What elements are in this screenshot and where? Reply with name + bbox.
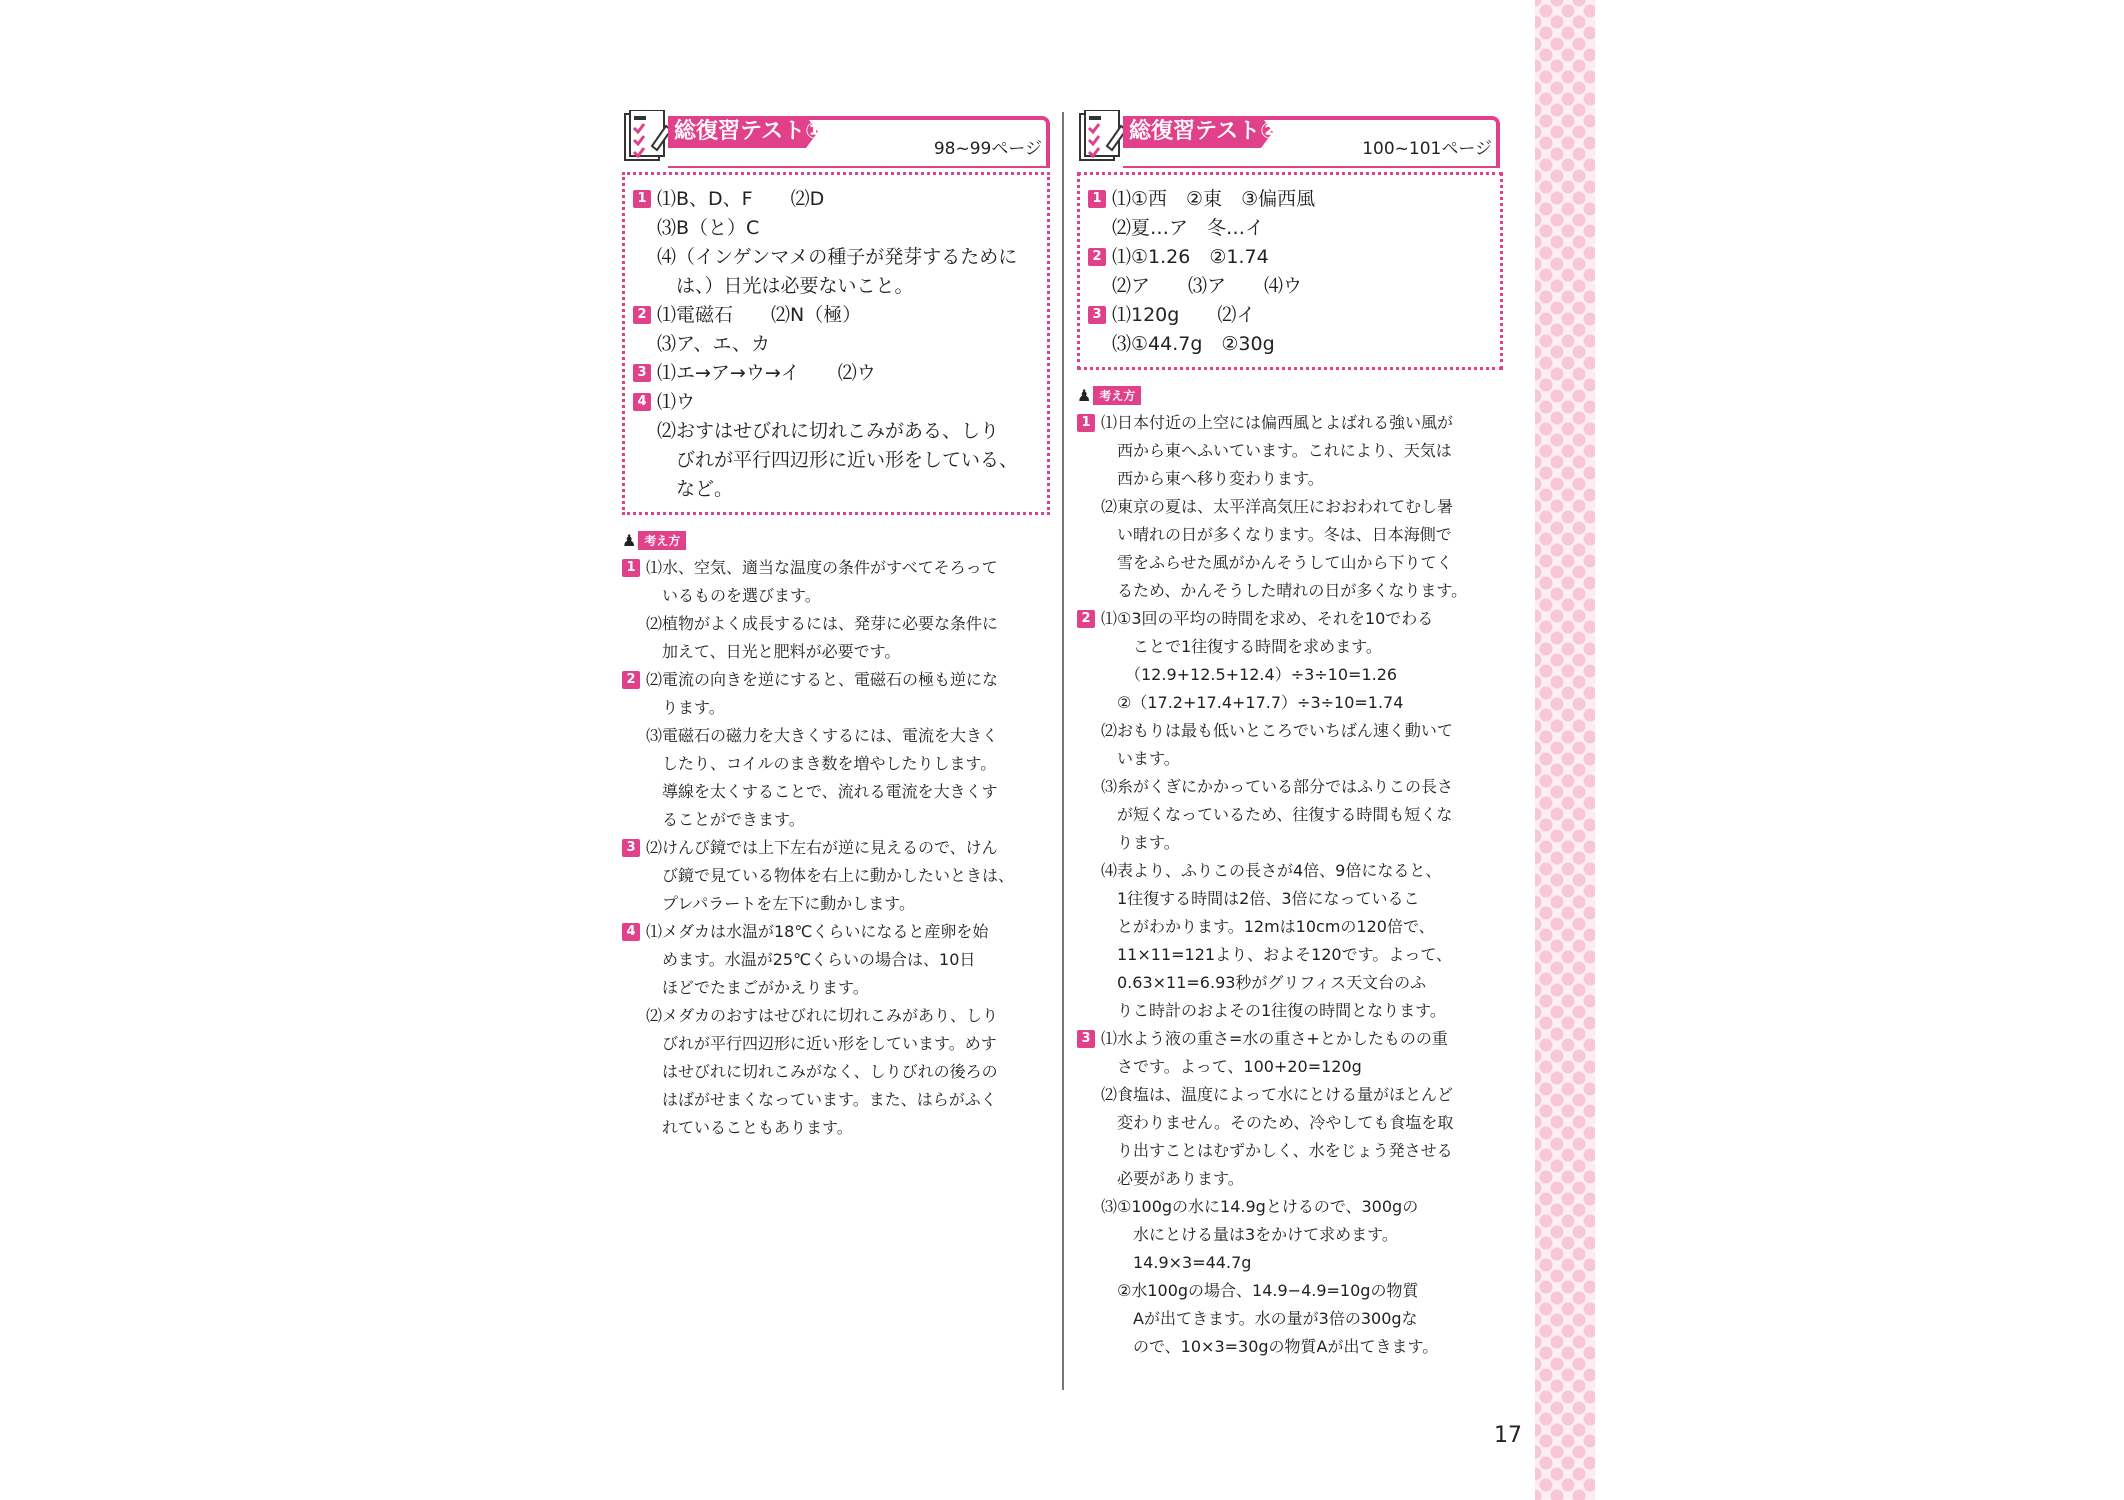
answer-text: ⑴①西 ②東 ③偏西風 xyxy=(1112,188,1316,210)
question-number-badge: 2 xyxy=(1077,610,1095,628)
answer-line: ⑶①44.7g ②30g xyxy=(1112,333,1275,355)
explanation-line: ⑵東京の夏は、太平洋高気圧におおわれてむし暑 xyxy=(1101,497,1454,516)
question-number-badge: 3 xyxy=(1077,1030,1095,1048)
left-column xyxy=(622,110,1050,1142)
explanation-line: ②（17.2+17.4+17.7）÷3÷10=1.74 xyxy=(1101,693,1404,712)
answer-line: は、）日光は必要ないこと。 xyxy=(657,275,914,297)
explanation-line: ⑶電磁石の磁力を大きくするには、電流を大きく xyxy=(646,726,999,745)
thinking-person-icon: ♟ xyxy=(1077,386,1092,405)
answer-text: ⑴120g ⑵イ xyxy=(1112,304,1256,326)
question-number-badge: 3 xyxy=(633,364,651,382)
explanation-line: 14.9×3=44.7g xyxy=(1101,1253,1252,1272)
explanation-text: ⑵けんび鏡では上下左右が逆に見えるので、けん xyxy=(646,838,998,857)
explanation-line: したり、コイルのまき数を増やしたりします。 xyxy=(646,754,997,773)
explanations xyxy=(622,554,1050,1142)
explanation-line: ②水100gの場合、14.9−4.9=10gの物質 xyxy=(1101,1281,1419,1300)
explanation-line: ほどでたまごがかえります。 xyxy=(646,978,869,997)
explanation-item xyxy=(622,834,1050,862)
explanation-item xyxy=(1077,1025,1513,1053)
checklist-pencil-icon xyxy=(622,110,672,166)
page-number: 17 xyxy=(1494,1423,1522,1448)
explanation-line: ⑶糸がくぎにかかっている部分ではふりこの長さ xyxy=(1101,777,1454,796)
section-header-test-1 xyxy=(622,110,1050,168)
right-column xyxy=(1077,110,1513,1361)
answer-line: びれが平行四辺形に近い形をしている、 xyxy=(657,449,1019,471)
explanation-line: り出すことはむずかしく、水をじょう発させる xyxy=(1101,1141,1453,1160)
explanation-line: 西から東へ移り変わります。 xyxy=(1101,469,1324,488)
answer-text: ⑴①1.26 ②1.74 xyxy=(1112,246,1269,268)
checklist-pencil-icon xyxy=(1077,110,1127,166)
section-header-test-2 xyxy=(1077,110,1500,168)
explanation-text: ⑵電流の向きを逆にすると、電磁石の極も逆にな xyxy=(646,670,999,689)
explanation-text: ⑴水よう液の重さ=水の重さ+とかしたものの重 xyxy=(1101,1029,1448,1048)
explanations xyxy=(1077,409,1513,1361)
explanation-line: （12.9+12.5+12.4）÷3÷10=1.26 xyxy=(1101,665,1398,684)
kangaekata-label: 考え方 xyxy=(1093,386,1141,405)
answer-box xyxy=(1077,172,1503,370)
explanation-line: います。 xyxy=(1101,749,1180,768)
explanation-item xyxy=(1077,409,1513,437)
explanation-line: が短くなっているため、往復する時間も短くな xyxy=(1101,805,1453,824)
explanation-line: ります。 xyxy=(1101,833,1180,852)
answer-text: ⑴B、D、F ⑵D xyxy=(657,188,825,210)
explanation-line: 変わりません。そのため、冷やしても食塩を取 xyxy=(1101,1113,1454,1132)
explanation-line: いるものを選びます。 xyxy=(646,586,821,605)
section-title: 総復習テスト① xyxy=(674,119,824,144)
answer-line: ⑶ア、エ、カ xyxy=(657,333,771,355)
explanation-line: 水にとける量は3をかけて求めます。 xyxy=(1101,1225,1398,1244)
explanation-item xyxy=(1077,605,1513,633)
page-reference: 98~99ページ xyxy=(933,139,1042,159)
explanation-text: ⑴メダカは水温が18℃くらいになると産卵を始 xyxy=(646,922,989,941)
explanation-line: 雪をふらせた風がかんそうして山から下りてく xyxy=(1101,553,1453,572)
answer-text: ⑴ウ xyxy=(657,391,696,413)
explanation-line: ⑵おもりは最も低いところでいちばん速く動いて xyxy=(1101,721,1453,740)
thinking-person-icon: ♟ xyxy=(622,531,637,550)
explanation-line: ⑶①100gの水に14.9gとけるので、300gの xyxy=(1101,1197,1419,1216)
answer-item xyxy=(1088,185,1488,214)
explanation-line: ることができます。 xyxy=(646,810,805,829)
explanation-item xyxy=(622,666,1050,694)
explanation-line: プレパラートを左下に動かします。 xyxy=(646,894,915,913)
question-number-badge: 4 xyxy=(633,393,651,411)
explanation-line: るため、かんそうした晴れの日が多くなります。 xyxy=(1101,581,1468,600)
explanation-line: ⑵メダカのおすはせびれに切れこみがあり、しり xyxy=(646,1006,999,1025)
answer-text: ⑴電磁石 ⑵N（極） xyxy=(657,304,862,326)
page-reference: 100~101ページ xyxy=(1362,139,1492,159)
answer-line: ⑵夏…ア 冬…イ xyxy=(1112,217,1265,239)
answer-line: ⑶B（と）C xyxy=(657,217,760,239)
explanation-line: はばがせまくなっています。また、はらがふく xyxy=(646,1090,997,1109)
explanation-line: い晴れの日が多くなります。冬は、日本海側で xyxy=(1101,525,1452,544)
explanation-line: び鏡で見ている物体を右上に動かしたいときは、 xyxy=(646,866,1015,885)
column-divider xyxy=(1062,112,1064,1390)
explanation-line: ⑷表より、ふりこの長さが4倍、9倍になると、 xyxy=(1101,861,1442,880)
answer-item xyxy=(633,388,1035,417)
explanation-line: 0.63×11=6.93秒がグリフィス天文台のふ xyxy=(1101,973,1427,992)
answer-text: ⑴エ→ア→ウ→イ ⑵ウ xyxy=(657,362,876,384)
decorative-dot-border xyxy=(1535,0,1595,1500)
explanation-line: ので、10×3=30gの物質Aが出てきます。 xyxy=(1101,1337,1439,1356)
explanation-line: ことで1往復する時間を求めます。 xyxy=(1101,637,1382,656)
question-number-badge: 4 xyxy=(622,923,640,941)
answer-line: ⑵おすはせびれに切れこみがある、しり xyxy=(657,420,1000,442)
question-number-badge: 2 xyxy=(633,306,651,324)
question-number-badge: 1 xyxy=(622,559,640,577)
explanation-line: とがわかります。12mは10cmの120倍で、 xyxy=(1101,917,1435,936)
explanation-line: 加えて、日光と肥料が必要です。 xyxy=(646,642,901,661)
question-number-badge: 1 xyxy=(633,190,651,208)
answer-box xyxy=(622,172,1050,515)
question-number-badge: 2 xyxy=(622,671,640,689)
explanation-line: 必要があります。 xyxy=(1101,1169,1244,1188)
kangaekata-heading xyxy=(622,531,1050,550)
section-title: 総復習テスト② xyxy=(1129,119,1279,144)
question-number-badge: 3 xyxy=(1088,306,1106,324)
explanation-line: 導線を太くすることで、流れる電流を大きくす xyxy=(646,782,998,801)
explanation-line: 1往復する時間は2倍、3倍になっているこ xyxy=(1101,889,1420,908)
explanation-line: めます。水温が25℃くらいの場合は、10日 xyxy=(646,950,976,969)
explanation-line: さです。よって、100+20=120g xyxy=(1101,1057,1362,1076)
explanation-line: はせびれに切れこみがなく、しりびれの後ろの xyxy=(646,1062,998,1081)
answer-line: ⑷（インゲンマメの種子が発芽するために xyxy=(657,246,1018,268)
explanation-line: ⑵植物がよく成長するには、発芽に必要な条件に xyxy=(646,614,999,633)
explanation-item xyxy=(622,554,1050,582)
answer-line: など。 xyxy=(657,478,734,500)
explanation-line: びれが平行四辺形に近い形をしています。めす xyxy=(646,1034,997,1053)
answer-item xyxy=(1088,243,1488,272)
explanation-text: ⑴①3回の平均の時間を求め、それを10でわる xyxy=(1101,609,1434,628)
explanation-line: ⑵食塩は、温度によって水にとける量がほとんど xyxy=(1101,1085,1454,1104)
explanation-item xyxy=(622,918,1050,946)
question-number-badge: 3 xyxy=(622,839,640,857)
explanation-text: ⑴水、空気、適当な温度の条件がすべてそろって xyxy=(646,558,998,577)
question-number-badge: 1 xyxy=(1077,414,1095,432)
explanation-line: 西から東へふいています。これにより、天気は xyxy=(1101,441,1452,460)
explanation-line: Aが出てきます。水の量が3倍の300gな xyxy=(1101,1309,1418,1328)
kangaekata-heading xyxy=(1077,386,1513,405)
explanation-line: りこ時計のおよその1往復の時間となります。 xyxy=(1101,1001,1446,1020)
answer-item xyxy=(1088,301,1488,330)
question-number-badge: 1 xyxy=(1088,190,1106,208)
explanation-line: れていることもあります。 xyxy=(646,1118,853,1137)
answer-item xyxy=(633,359,1035,388)
explanation-line: 11×11=121より、およそ120です。よって、 xyxy=(1101,945,1453,964)
explanation-text: ⑴日本付近の上空には偏西風とよばれる強い風が xyxy=(1101,413,1454,432)
kangaekata-label: 考え方 xyxy=(638,531,686,550)
answer-item xyxy=(633,301,1035,330)
answer-line: ⑵ア ⑶ア ⑷ウ xyxy=(1112,275,1303,297)
answer-item xyxy=(633,185,1035,214)
question-number-badge: 2 xyxy=(1088,248,1106,266)
explanation-line: ります。 xyxy=(646,698,725,717)
